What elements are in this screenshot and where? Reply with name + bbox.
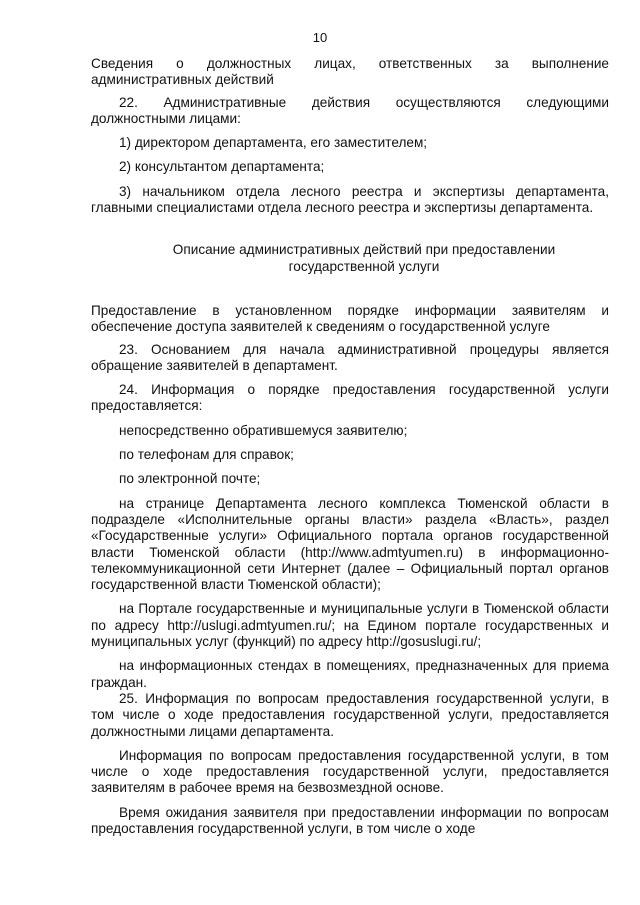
page-number: 10 [312,30,328,45]
paragraph-waiting-time: Время ожидания заявителя при предоставлении информации по вопросам предоставления государственной услуги, в том числе о ходе [91,804,609,836]
list-item-email: по электронной почте; [119,471,261,487]
paragraph-free-information: Информация по вопросам предоставления государственной услуги, в том числе о ходе предоставления государственной услуги, предоставляется заявителям в рабочее время на безвозмездной основе. [91,747,609,796]
paragraph-25: 25. Информация по вопросам предоставления государственной услуги, в том числе о ходе предоставления государственной услуги, предоставляется должностными лицами департамента. [91,690,609,739]
section-caption-information: Предоставление в установленном порядке информации заявителям и обеспечение доступа заявителей к сведениям о государственной услуге [91,302,609,335]
list-item-phone: по телефонам для справок; [119,447,294,463]
list-item-department-page: на странице Департамента лесного комплекса Тюменской области в подразделе «Исполнительные органы власти» раздела «Власть», раздел «Государственные услуги» Официального портала органов государственной власти Тюменской области (http://www.admtyumen.ru) в информационно-телекоммуникационной сети Интернет (далее – Официальный портал органов государственной власти Тюменской области); [91,495,609,593]
list-item-2: 2) консультантом департамента; [119,159,325,175]
list-item-1: 1) директором департамента, его заместителем; [119,135,428,151]
list-item-direct: непосредственно обратившемуся заявителю; [119,422,408,438]
list-item-portals: на Портале государственные и муниципальные услуги в Тюменской области по адресу http://uslugi.admtyumen.ru/; на Едином портале государственных и муниципальных услуг (функций) по адресу http://gosuslugi.ru/; [91,601,609,650]
paragraph-24: 24. Информация о порядке предоставления государственной услуги предоставляется: [91,382,609,414]
section-caption-responsible-officials: Сведения о должностных лицах, ответственных за выполнение административных действий [91,56,609,88]
paragraph-23: 23. Основанием для начала административной процедуры является обращение заявителей в департамент. [91,341,609,373]
section-heading: Описание административных действий при предоставлении государственной услуги [172,242,556,274]
list-item-stands: на информационных стендах в помещениях, предназначенных для приема граждан. [91,658,609,690]
list-item-3: 3) начальником отдела лесного реестра и экспертизы департамента, главными специалистами отдела лесного реестра и экспертизы департамента. [91,183,609,216]
paragraph-22: 22. Административные действия осуществляются следующими должностными лицами: [91,94,609,126]
page-body [91,56,609,837]
